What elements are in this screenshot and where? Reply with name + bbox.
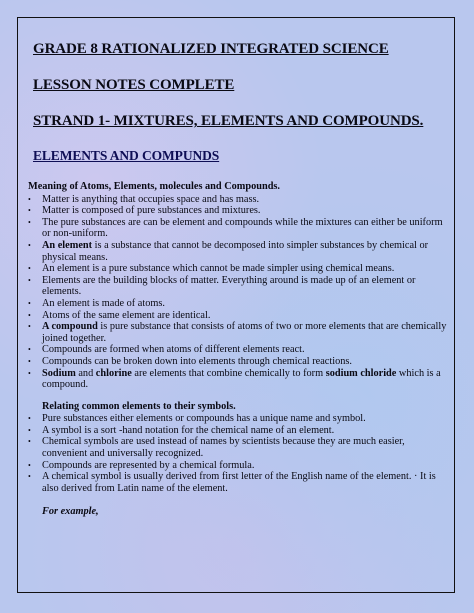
list-item: • An element is a pure substance which cannot be made simpler using chemical means. [28,263,448,275]
list-item: • Matter is composed of pure substances and mixtures. [28,205,448,217]
topic-heading: ELEMENTS AND COMPUNDS [33,148,220,163]
meaning-bullet-list [28,194,448,391]
list-item: • The pure substances are can be element and compounds while the mixtures can either be uniform or non-uniform. [28,217,448,240]
list-item: • Chemical symbols are used instead of names by scientists because they are much easier, convenient and universally recognized. [28,436,448,459]
list-item: • A chemical symbol is usually derived from first letter of the English name of the element. · It is also derived from Latin name of the element. [28,471,448,494]
strand-heading: STRAND 1- MIXTURES, ELEMENTS AND COMPOUNDS. [33,113,424,129]
list-item: • Compounds can be broken down into elements through chemical reactions. [28,356,448,368]
section-title-meaning: Meaning of Atoms, Elements, molecules and Compounds. [28,181,281,192]
list-item: • Elements are the building blocks of matter. Everything around is made up of an element or elements. [28,275,448,298]
list-item: • Compounds are formed when atoms of different elements react. [28,344,448,356]
section-title-symbols: Relating common elements to their symbols. [42,400,236,412]
list-item: • An element is a substance that cannot be decomposed into simpler substances by chemical or physical means. [28,240,448,263]
list-item: • Sodium and chlorine are elements that combine chemically to form sodium chloride which is a compound. [28,368,448,391]
example-label: For example, [42,506,99,518]
grade-heading: GRADE 8 RATIONALIZED INTEGRATED SCIENCE [33,41,389,57]
list-item: • Matter is anything that occupies space and has mass. [28,194,448,206]
lesson-content [28,181,448,518]
symbols-bullet-list [28,413,448,494]
lesson-notes-heading: LESSON NOTES COMPLETE [33,77,235,93]
list-item: • A compound is pure substance that consists of atoms of two or more elements that are chemically joined together. [28,321,448,344]
list-item: • Pure substances either elements or compounds has a unique name and symbol. [28,413,448,425]
list-item: • Atoms of the same element are identical. [28,310,448,322]
list-item: • Compounds are represented by a chemical formula. [28,460,448,472]
list-item: • A symbol is a sort -hand notation for the chemical name of an element. [28,425,448,437]
list-item: • An element is made of atoms. [28,298,448,310]
